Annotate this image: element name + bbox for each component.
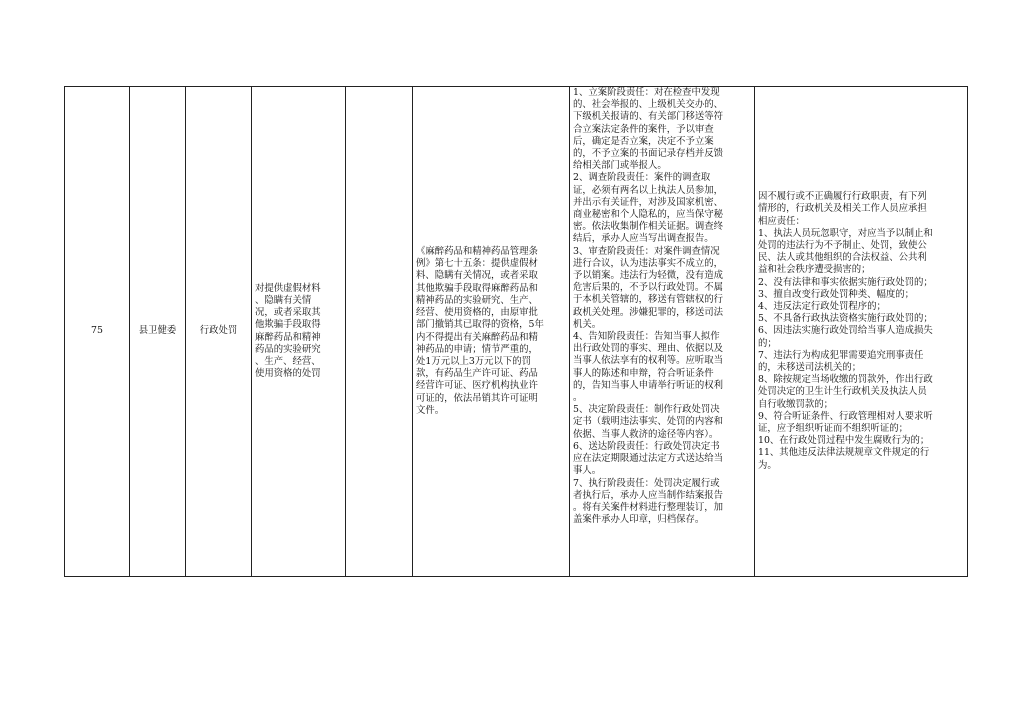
legal-basis-line: 例》第七十五条：提供虚假材 — [416, 258, 538, 270]
accountability-text — [758, 191, 964, 472]
legal-basis-line: 处1万元以上3万元以下的罚 — [416, 355, 532, 367]
accountability-line: 的； — [758, 337, 777, 349]
legal-basis-line: 神药品的申请；情节严重的， — [416, 343, 538, 355]
item-name-line: 况，或者采取其 — [255, 307, 321, 319]
item-name-line: 对提供虚假材料 — [255, 282, 321, 294]
accountability-line: 3、擅自改变行政处罚种类、幅度的； — [758, 288, 914, 300]
responsibility-line: 。将有关案件材料进行整理装订，加 — [573, 501, 724, 513]
responsibility-line: 后，确定是否立案，决定不予立案 — [573, 135, 714, 147]
legal-basis-line: 文件。 — [416, 404, 445, 416]
accountability-line: 处罚的违法行为不予制止、处罚，致使公 — [758, 239, 927, 251]
table-row — [65, 87, 968, 577]
responsibility-line: 应在法定期限通过法定方式送达给当 — [573, 453, 724, 465]
accountability-line: 处罚决定的卫生计生行政机关及执法人员 — [758, 386, 927, 398]
responsibility-line: 定书（载明违法事实、处罚的内容和 — [573, 416, 724, 428]
legal-basis-line: 料、隐瞒有关情况，或者采取 — [416, 270, 538, 282]
power-list-table — [64, 86, 968, 577]
accountability-line: 1、执法人员玩忽职守，对应当予以制止和 — [758, 227, 933, 239]
accountability-line: 的，未移送司法机关的； — [758, 362, 862, 373]
responsibility-line: 商业秘密和个人隐私的，应当保守秘 — [573, 209, 724, 221]
accountability-line: 2、没有法律和事实依据实施行政处罚的； — [758, 276, 933, 288]
responsibility-line: 事人的陈述和申辩，符合听证条件 — [573, 367, 714, 379]
legal-basis-line: 其他欺骗手段取得麻醉药品和 — [416, 282, 538, 294]
responsibility-line: 证，必须有两名以上执法人员参加， — [573, 184, 724, 196]
responsibility-line: 密。依法收集制作相关证据。调查终 — [573, 221, 724, 233]
legal-basis-line: 款，有药品生产许可证、药品 — [416, 368, 538, 380]
accountability-line: 为。 — [758, 459, 777, 471]
responsibility-line: 的，告知当事人申请举行听证的权利 — [573, 379, 724, 391]
accountability-line: 自行收缴罚款的； — [758, 398, 834, 410]
legal-basis-line: 内不得提出有关麻醉药品和精 — [416, 331, 538, 343]
responsibility-line: 危害后果的，不予以行政处罚。不属 — [573, 282, 724, 294]
item-name-line: 使用资格的处罚 — [255, 368, 321, 380]
responsibility-line: 并出示有关证件，对涉及国家机密、 — [573, 196, 724, 208]
accountability-line: 8、除按规定当场收缴的罚款外，作出行政 — [758, 374, 933, 386]
legal-basis-line: 精神药品的实验研究、生产、 — [416, 294, 538, 306]
item-name-line: 、隐瞒有关情 — [255, 294, 312, 306]
item-name-line: 药品的实验研究 — [255, 343, 321, 355]
accountability-line: 相应责任： — [758, 215, 805, 227]
legal-basis-line: 《麻醉药品和精神药品管理条 — [416, 246, 538, 258]
legal-basis-text — [416, 246, 566, 417]
responsibility-line: 7、执行阶段责任：处罚决定履行或 — [573, 477, 720, 489]
responsibility-line: 予以销案。违法行为轻微，没有造成 — [573, 270, 724, 282]
responsibility-line: 的、社会举报的、上级机关交办的、 — [573, 99, 724, 111]
responsibility-line: 者执行后，承办人应当制作结案报告 — [573, 489, 724, 501]
accountability-line: 5、不具备行政执法资格实施行政处罚的； — [758, 313, 933, 325]
accountability-cell — [755, 87, 968, 577]
serial-number-cell: 75 — [65, 87, 130, 577]
accountability-line: 9、符合听证条件、行政管理相对人要求听 — [758, 410, 933, 422]
accountability-line: 10、在行政处罚过程中发生腐败行为的； — [758, 435, 930, 447]
responsibility-line: 给相关部门或举报人。 — [573, 160, 667, 172]
responsibility-line: 。 — [573, 392, 583, 404]
responsibility-cell — [570, 87, 755, 577]
responsibility-line: 当事人依法享有的权利等。应听取当 — [573, 355, 724, 367]
accountability-line: 7、违法行为构成犯罪需要追究刑事责任 — [758, 349, 924, 361]
department-cell: 县卫健委 — [130, 87, 186, 577]
responsibility-line: 合立案法定条件的案件，予以审查 — [573, 123, 714, 135]
responsibility-line: 依据、当事人救济的途径等内容）。 — [573, 428, 719, 440]
accountability-line: 11、其他违反法律法规规章文件规定的行 — [758, 447, 930, 459]
accountability-line: 益和社会秩序遭受损害的； — [758, 264, 871, 276]
item-name-line: 他欺骗手段取得 — [255, 319, 321, 331]
legal-basis-cell — [413, 87, 570, 577]
responsibility-line: 盖案件承办人印章，归档保存。 — [573, 514, 705, 526]
accountability-line: 民、法人或其他组织的合法权益、公共利 — [758, 252, 927, 264]
legal-basis-line: 经营许可证、医疗机构执业许 — [416, 380, 538, 392]
responsibility-line: 下级机关报请的、有关部门移送等符 — [573, 111, 724, 123]
responsibility-line: 机关。 — [573, 318, 602, 330]
responsibility-line: 事人。 — [573, 465, 602, 477]
accountability-line: 6、因违法实施行政处罚给当事人造成损失 — [758, 325, 933, 337]
legal-basis-line: 经营、使用资格的，由原审批 — [416, 307, 538, 319]
item-name-line: 麻醉药品和精神 — [255, 331, 321, 343]
responsibility-line: 结后，承办人应当写出调查报告。 — [573, 233, 714, 245]
accountability-line: 4、违反法定行政处罚程序的； — [758, 300, 886, 312]
power-type-cell: 行政处罚 — [186, 87, 252, 577]
responsibility-line: 3、审查阶段责任：对案件调查情况 — [573, 245, 720, 257]
item-name-text — [255, 283, 342, 381]
responsibility-line: 5、决定阶段责任：制作行政处罚决 — [573, 404, 720, 416]
item-name-line: 、生产、经营、 — [255, 355, 321, 367]
responsibility-line: 2、调查阶段责任：案件的调查取 — [573, 172, 711, 184]
responsibility-line: 6、送达阶段责任：行政处罚决定书 — [573, 440, 720, 452]
responsibility-line: 4、告知阶段责任：告知当事人拟作 — [573, 331, 720, 343]
sub-item-cell — [346, 87, 413, 577]
accountability-line: 因不履行或不正确履行行政职责，有下列 — [758, 191, 927, 203]
accountability-line: 情形的，行政机关及相关工作人员应承担 — [758, 203, 927, 215]
responsibility-line: 于本机关管辖的，移送有管辖权的行 — [573, 294, 724, 306]
responsibility-line: 出行政处罚的事实、理由、依据以及 — [573, 343, 724, 355]
responsibility-line: 政机关处理。涉嫌犯罪的，移送司法 — [573, 306, 724, 318]
item-name-cell — [252, 87, 346, 577]
responsibility-line: 进行合议，认为违法事实不成立的， — [573, 257, 724, 269]
legal-basis-line: 可证的，依法吊销其许可证明 — [416, 392, 538, 404]
responsibility-line: 的，不予立案的书面记录存档并反馈 — [573, 148, 724, 160]
responsibility-line: 1、立案阶段责任：对在检查中发现 — [573, 87, 720, 98]
legal-basis-line: 部门撤销其已取得的资格，5年 — [416, 319, 544, 331]
responsibility-text — [573, 87, 751, 526]
accountability-line: 证，应予组织听证而不组织听证的； — [758, 423, 909, 435]
